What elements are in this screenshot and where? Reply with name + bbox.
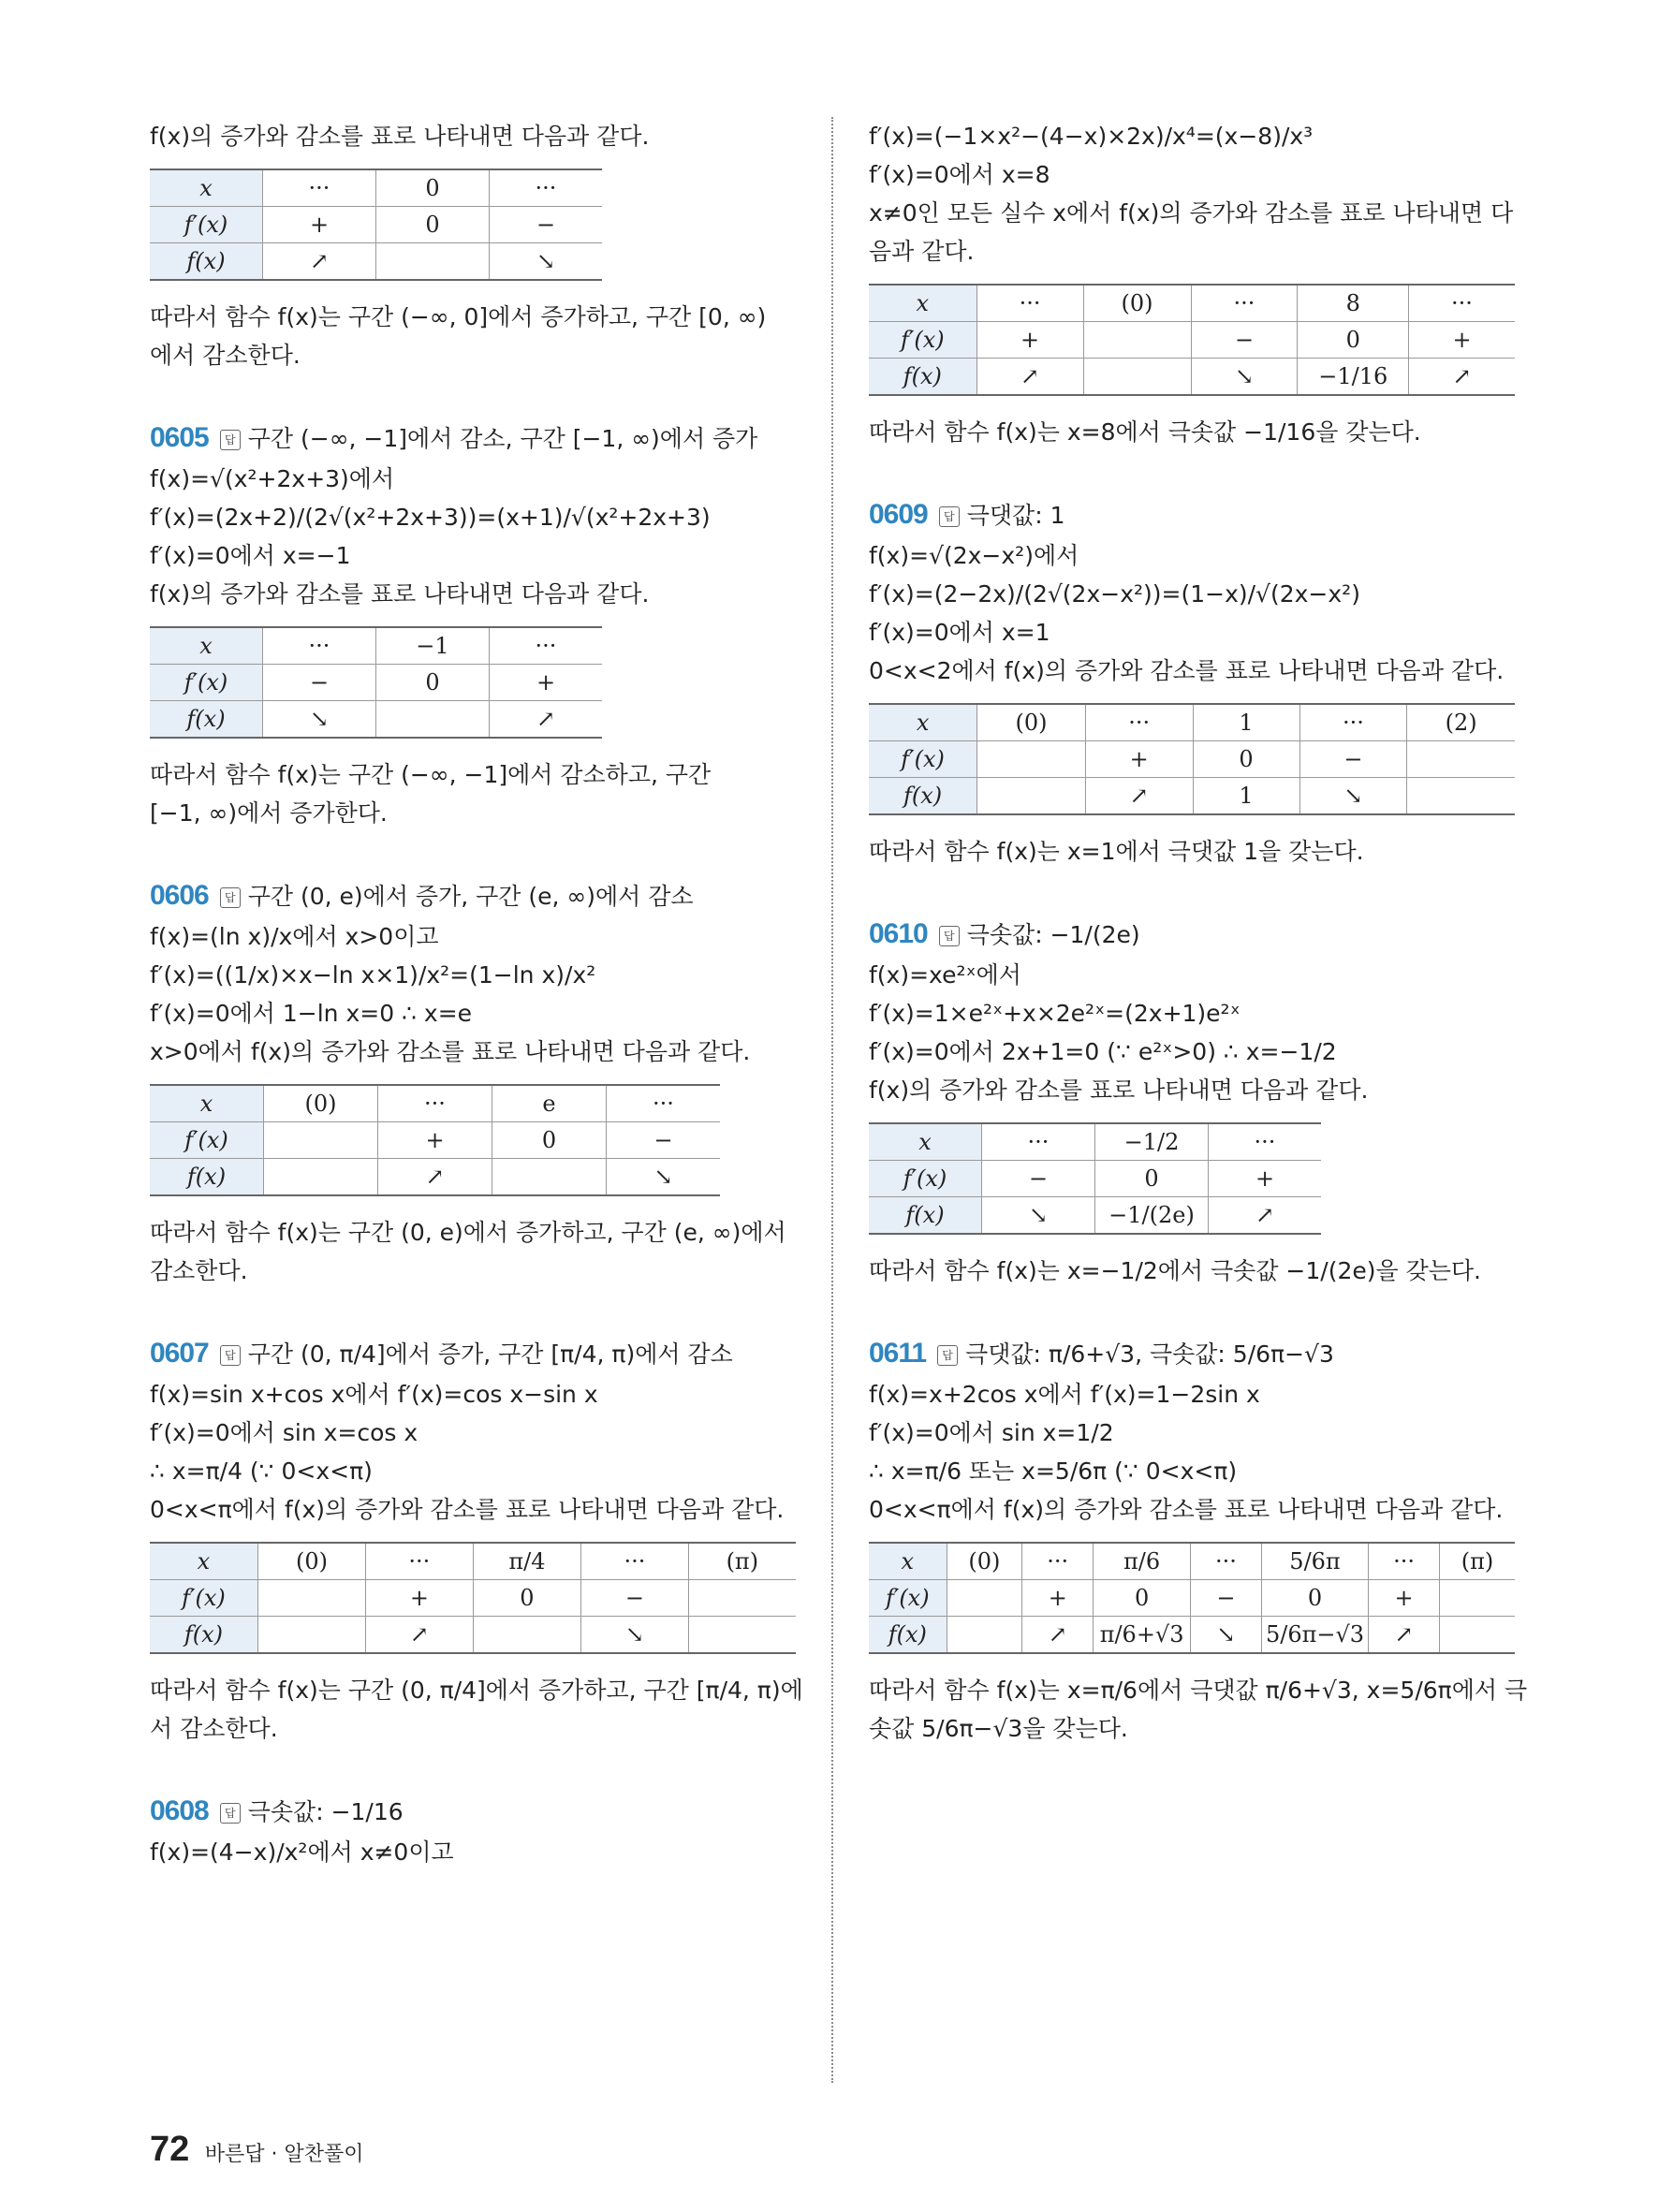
variation-table [869,284,1515,396]
table-cell: −1 [376,627,490,665]
table-cell: ··· [607,1085,721,1122]
table-cell: 0 [1095,1161,1209,1197]
problem-header [869,914,1515,956]
variation-table-row [150,1543,796,1580]
table-cell: − [982,1161,1095,1197]
answer-text: 극댓값: π/6+√3, 극솟값: 5/6π−√3 [965,1340,1334,1368]
row-header-cell: f(x) [150,701,263,739]
table-cell: π/6+√3 [1094,1617,1191,1654]
table-cell: e [492,1085,607,1122]
table-cell: π/4 [473,1543,581,1580]
variation-table [150,1542,796,1654]
solution-line: f(x)=xe²ˣ에서 [869,961,1021,989]
variation-table-row [150,1159,720,1196]
variation-table-row [869,1123,1321,1161]
table-cell: (0) [947,1543,1022,1580]
answer-text: 구간 (0, e)에서 증가, 구간 (e, ∞)에서 감소 [247,883,694,910]
table-cell: (0) [264,1085,378,1122]
table-cell: −1/16 [1298,359,1409,396]
row-header-cell: x [869,704,977,741]
table-cell: + [263,207,376,243]
variation-table [869,1122,1321,1235]
table-cell: ··· [1409,285,1516,322]
table-cell: 0 [1094,1580,1191,1617]
table-cell: 0 [376,665,490,701]
table-cell: 8 [1298,285,1409,322]
table-cell [376,701,490,739]
solution-line: f(x)=(ln x)/x에서 x>0이고 [150,923,439,950]
problem-header [150,1333,796,1375]
table-cell: ··· [490,169,603,207]
row-header-cell: f(x) [150,243,263,281]
table-cell [947,1580,1022,1617]
solution-line: f′(x)=0에서 x=1 [869,619,1050,646]
variation-table-row [150,1617,796,1654]
answer-badge-icon: 답 [220,1345,241,1366]
variation-table [150,626,602,739]
table-cell: + [1409,322,1516,359]
table-cell: ··· [982,1123,1095,1161]
solution-line: 음과 같다. [869,238,975,265]
table-cell: − [581,1580,688,1617]
row-header-cell: f(x) [869,778,977,815]
conclusion-line: 따라서 함수 f(x)는 구간 (0, π/4]에서 증가하고, 구간 [π/4, π)에 [150,1677,803,1704]
row-header-cell: f(x) [150,1159,264,1196]
conclusion-line: [−1, ∞)에서 증가한다. [150,799,388,827]
table-cell: ↗ [1022,1617,1094,1654]
table-cell: ··· [1022,1543,1094,1580]
table-cell: 1 [1193,704,1299,741]
conclusion-line: 따라서 함수 f(x)는 x=8에서 극솟값 −1/16을 갖는다. [869,418,1421,446]
table-cell: ··· [1209,1123,1322,1161]
table-cell [1440,1580,1515,1617]
variation-table [150,1084,720,1196]
table-cell: − [263,665,376,701]
table-cell: ↗ [263,243,376,281]
table-cell [1083,322,1191,359]
solution-line: 0<x<π에서 f(x)의 증가와 감소를 표로 나타내면 다음과 같다. [869,1496,1504,1523]
table-cell [1440,1617,1515,1654]
solution-line: f′(x)=0에서 sin x=1/2 [869,1419,1114,1446]
solution-line: f′(x)=(2−2x)/(2√(2x−x²))=(1−x)/√(2x−x²) [869,580,1360,608]
problem-number: 0607 [150,1338,209,1369]
table-cell: ↗ [490,701,603,739]
table-cell: 5/6π [1261,1543,1368,1580]
table-cell: + [1369,1580,1440,1617]
table-cell: ··· [1085,704,1193,741]
table-cell: (0) [977,704,1086,741]
table-cell: (π) [688,1543,796,1580]
table-cell: + [490,665,603,701]
table-cell: ↗ [378,1159,492,1196]
table-cell: π/6 [1094,1543,1191,1580]
variation-table-row [869,1580,1515,1617]
problem-block [150,875,796,1290]
variation-table-row [869,359,1515,396]
row-header-cell: f′(x) [869,1161,982,1197]
table-cell [688,1580,796,1617]
solution-line: f′(x)=((1/x)×x−ln x×1)/x²=(1−ln x)/x² [150,961,596,989]
table-cell: ··· [1299,704,1407,741]
table-cell: −1/(2e) [1095,1197,1209,1235]
page-footer [150,2130,363,2170]
table-cell: − [490,207,603,243]
table-cell: 0 [376,169,490,207]
variation-table-row [150,169,602,207]
table-cell [1407,741,1515,778]
solution-line: ∴ x=π/4 (∵ 0<x<π) [150,1458,373,1485]
variation-table-row [869,1543,1515,1580]
table-cell: 0 [473,1580,581,1617]
answer-badge-icon: 답 [220,1803,241,1824]
table-cell: − [607,1122,721,1159]
solution-line: x≠0인 모든 실수 x에서 f(x)의 증가와 감소를 표로 나타내면 다 [869,199,1514,227]
answer-badge-icon: 답 [220,887,241,908]
variation-table-row [150,627,602,665]
table-cell: ↘ [581,1617,688,1654]
table-cell: 0 [376,207,490,243]
solution-line: f(x)의 증가와 감소를 표로 나타내면 다음과 같다. [150,580,650,608]
column-divider [831,117,833,2083]
table-cell: + [976,322,1083,359]
conclusion-line: 에서 감소한다. [150,342,301,369]
row-header-cell: x [150,169,263,207]
problem-number: 0609 [869,499,928,530]
table-cell: (0) [257,1543,365,1580]
table-cell: 5/6π−√3 [1261,1617,1368,1654]
solution-line: f(x)의 증가와 감소를 표로 나타내면 다음과 같다. [150,123,650,150]
table-cell: ↘ [607,1159,721,1196]
table-cell: ··· [1190,1543,1261,1580]
problem-header [150,417,796,460]
problem-block [150,417,796,832]
variation-table [869,1542,1515,1654]
conclusion-line: 솟값 5/6π−√3을 갖는다. [869,1715,1128,1742]
variation-table-row [150,1580,796,1617]
left-column [150,117,803,1871]
table-cell [264,1159,378,1196]
solution-line: f(x)=(4−x)/x²에서 x≠0이고 [150,1838,454,1866]
table-cell: + [1085,741,1193,778]
variation-table-row [150,243,602,281]
table-cell [264,1122,378,1159]
variation-table [150,168,602,281]
table-cell: ··· [1369,1543,1440,1580]
conclusion-line: 따라서 함수 f(x)는 구간 (−∞, 0]에서 증가하고, 구간 [0, ∞) [150,303,767,330]
answer-badge-icon: 답 [220,430,241,450]
table-cell [977,741,1086,778]
row-header-cell: x [150,627,263,665]
table-cell: ··· [378,1085,492,1122]
table-cell [473,1617,581,1654]
row-header-cell: f′(x) [869,322,976,359]
table-cell: 0 [1193,741,1299,778]
solution-line: f(x)=sin x+cos x에서 f′(x)=cos x−sin x [150,1381,598,1408]
variation-table [869,703,1515,815]
table-cell: ··· [263,169,376,207]
problem-header [150,875,796,917]
table-cell: ··· [490,627,603,665]
solution-line: ∴ x=π/6 또는 x=5/6π (∵ 0<x<π) [869,1458,1238,1485]
variation-table-row [869,778,1515,815]
table-cell: ··· [263,627,376,665]
answer-text: 극댓값: 1 [966,502,1065,529]
page-number: 72 [150,2130,190,2169]
table-cell: ↗ [1085,778,1193,815]
solution-line: f(x)의 증가와 감소를 표로 나타내면 다음과 같다. [869,1077,1369,1104]
variation-table-row [150,207,602,243]
problem-header [150,1791,796,1833]
table-cell: (0) [1083,285,1191,322]
book-section-title: 바른답 · 알찬풀이 [204,2143,364,2166]
row-header-cell: f′(x) [869,1580,947,1617]
table-cell: + [1209,1161,1322,1197]
row-header-cell: x [869,1543,947,1580]
table-cell: + [1022,1580,1094,1617]
problem-header [869,494,1515,536]
solution-line: 0<x<2에서 f(x)의 증가와 감소를 표로 나타내면 다음과 같다. [869,657,1505,684]
variation-table-row [150,1122,720,1159]
solution-line: f(x)=x+2cos x에서 f′(x)=1−2sin x [869,1381,1260,1408]
problem-block [869,494,1515,871]
row-header-cell: f′(x) [869,741,977,778]
table-cell: −1/2 [1095,1123,1209,1161]
table-cell: + [366,1580,473,1617]
row-header-cell: f′(x) [150,665,263,701]
table-cell [688,1617,796,1654]
table-cell: ··· [1191,285,1298,322]
right-column [869,117,1528,1748]
table-cell: − [1299,741,1407,778]
solution-line: f(x)=√(2x−x²)에서 [869,542,1079,569]
table-cell [492,1159,607,1196]
conclusion-line: 따라서 함수 f(x)는 구간 (0, e)에서 증가하고, 구간 (e, ∞)에서 [150,1219,786,1246]
row-header-cell: f′(x) [150,1122,264,1159]
answer-text: 극솟값: −1/16 [247,1798,404,1825]
table-cell [1083,359,1191,396]
table-cell: ↗ [1209,1197,1322,1235]
row-header-cell: f(x) [869,1197,982,1235]
conclusion-line: 따라서 함수 f(x)는 x=π/6에서 극댓값 π/6+√3, x=5/6π에서 극 [869,1677,1528,1704]
row-header-cell: x [869,1123,982,1161]
problem-number: 0608 [150,1795,209,1826]
problem-block [869,1333,1528,1748]
variation-table-row [869,322,1515,359]
table-cell [1407,778,1515,815]
conclusion-line: 따라서 함수 f(x)는 x=−1/2에서 극솟값 −1/(2e)을 갖는다. [869,1257,1481,1284]
row-header-cell: f(x) [869,1617,947,1654]
variation-table-row [150,701,602,739]
solution-line: f′(x)=(2x+2)/(2√(x²+2x+3))=(x+1)/√(x²+2x+3) [150,504,711,531]
conclusion-line: 감소한다. [150,1257,248,1284]
solution-line: f(x)=√(x²+2x+3)에서 [150,465,395,492]
table-cell: ↗ [366,1617,473,1654]
variation-table-row [150,1085,720,1122]
answer-text: 구간 (0, π/4]에서 증가, 구간 [π/4, π)에서 감소 [247,1340,733,1368]
table-cell: − [1190,1580,1261,1617]
table-cell: 0 [492,1122,607,1159]
answer-badge-icon: 답 [937,1345,958,1366]
problem-number: 0610 [869,918,928,949]
table-cell: ··· [581,1543,688,1580]
problem-number: 0611 [869,1338,927,1369]
table-cell: (π) [1440,1543,1515,1580]
table-cell [977,778,1086,815]
row-header-cell: x [869,285,976,322]
variation-table-row [869,704,1515,741]
row-header-cell: f′(x) [150,1580,257,1617]
variation-table-row [869,1161,1321,1197]
solution-line: x>0에서 f(x)의 증가와 감소를 표로 나타내면 다음과 같다. [150,1038,751,1065]
problem-block [869,914,1515,1290]
answer-text: 극솟값: −1/(2e) [966,921,1140,948]
table-cell: + [378,1122,492,1159]
table-cell: ↗ [976,359,1083,396]
solution-line: f′(x)=0에서 x=−1 [150,542,351,569]
table-cell: ↘ [1299,778,1407,815]
variation-table-row [869,1617,1515,1654]
variation-table-row [150,665,602,701]
answer-text: 구간 (−∞, −1]에서 감소, 구간 [−1, ∞)에서 증가 [247,425,758,452]
table-cell: − [1191,322,1298,359]
table-cell: 0 [1298,322,1409,359]
row-header-cell: x [150,1543,257,1580]
table-cell: ··· [366,1543,473,1580]
table-cell: ↘ [982,1197,1095,1235]
table-cell [257,1617,365,1654]
problem-number: 0605 [150,422,209,453]
table-cell: 1 [1193,778,1299,815]
table-cell [947,1617,1022,1654]
solution-line: 0<x<π에서 f(x)의 증가와 감소를 표로 나타내면 다음과 같다. [150,1496,785,1523]
row-header-cell: f(x) [150,1617,257,1654]
table-cell: ↗ [1409,359,1516,396]
variation-table-row [869,285,1515,322]
variation-table-row [869,1197,1321,1235]
problem-block [150,1333,803,1748]
conclusion-line: 서 감소한다. [150,1715,278,1742]
problem-number: 0606 [150,880,209,911]
conclusion-line: 따라서 함수 f(x)는 x=1에서 극댓값 1을 갖는다. [869,838,1364,865]
variation-table-row [869,741,1515,778]
solution-line: f′(x)=(−1×x²−(4−x)×2x)/x⁴=(x−8)/x³ [869,123,1314,150]
row-header-cell: f(x) [869,359,976,396]
table-cell [376,243,490,281]
problem-header [869,1333,1515,1375]
solution-line: f′(x)=0에서 2x+1=0 (∵ e²ˣ>0) ∴ x=−1/2 [869,1038,1337,1065]
table-cell: ↘ [1191,359,1298,396]
row-header-cell: x [150,1085,264,1122]
table-cell: ··· [976,285,1083,322]
problem-block [150,1791,796,1871]
solution-line: f′(x)=0에서 x=8 [869,161,1050,188]
table-cell: ↘ [490,243,603,281]
answer-badge-icon: 답 [939,926,960,946]
table-cell: (2) [1407,704,1515,741]
table-cell: 0 [1261,1580,1368,1617]
answer-badge-icon: 답 [939,506,960,527]
conclusion-line: 따라서 함수 f(x)는 구간 (−∞, −1]에서 감소하고, 구간 [150,761,712,788]
table-cell [257,1580,365,1617]
table-cell: ↗ [1369,1617,1440,1654]
solution-line: f′(x)=0에서 1−ln x=0 ∴ x=e [150,1000,473,1027]
solution-line: f′(x)=1×e²ˣ+x×2e²ˣ=(2x+1)e²ˣ [869,1000,1241,1027]
table-cell: ↘ [1190,1617,1261,1654]
row-header-cell: f′(x) [150,207,263,243]
table-cell: ↘ [263,701,376,739]
solution-line: f′(x)=0에서 sin x=cos x [150,1419,418,1446]
